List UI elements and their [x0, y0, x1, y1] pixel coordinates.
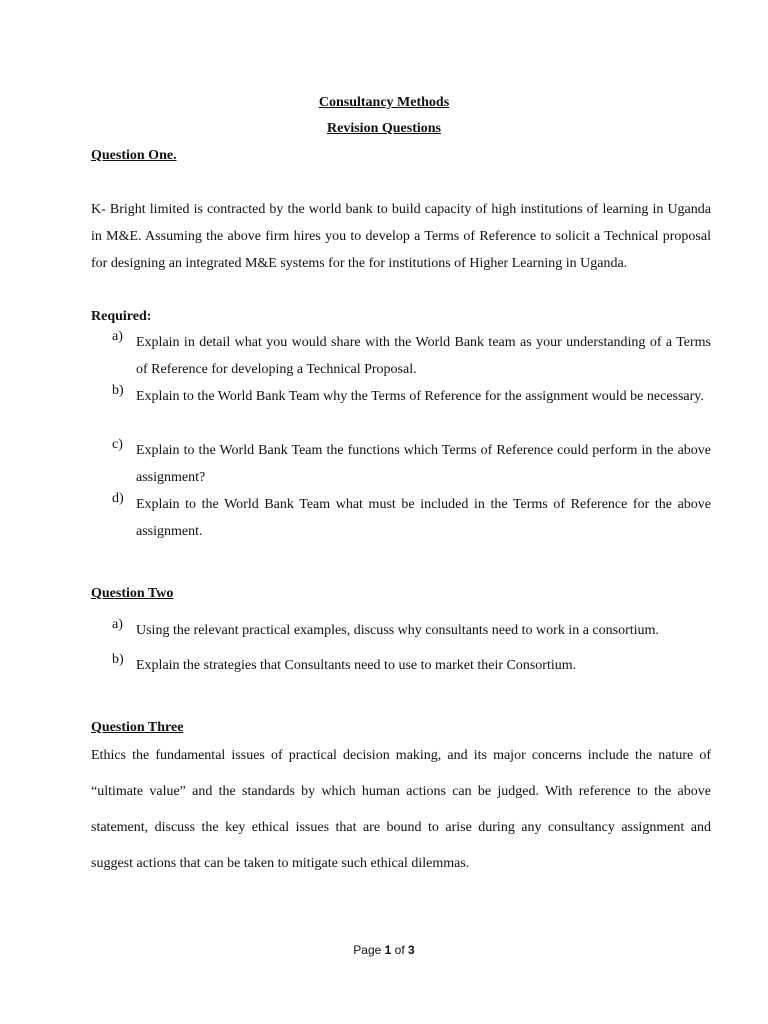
question-three-body: Ethics the fundamental issues of practical decision making, and its major concerns include the nature of “ultimate value” and the standards by which human actions can be judged. With reference to the above statement, discuss the key ethical issues that are bound to arise during any consultancy assignment and suggest actions that can be taken to mitigate such ethical dilemmas. — [91, 748, 711, 871]
list-marker: d) — [112, 491, 124, 506]
list-item-text: Explain the strategies that Consultants need to use to market their Consortium. — [136, 658, 577, 673]
list-item-text: Explain to the World Bank Team what must be included in the Terms of Reference for the above assignment. — [136, 497, 711, 539]
list-item-text: Explain in detail what you would share with the World Bank team as your understanding of a Terms of Reference for developing a Technical Proposal. — [136, 335, 711, 377]
question-one-intro: K- Bright limited is contracted by the world bank to build capacity of high institutions of learning in Uganda in M&E. Assuming the above firm hires you to develop a Terms of Reference to solicit a Technical proposal for designing an integrated M&E systems for the for institutions of Higher Learning in Uganda. — [91, 202, 711, 271]
list-marker: b) — [112, 652, 124, 667]
list-item-text: Explain to the World Bank Team why the Terms of Reference for the assignment would be necessary. — [136, 389, 704, 404]
question-one-heading: Question One. — [91, 148, 177, 163]
list-item-text: Using the relevant practical examples, discuss why consultants need to work in a consortium. — [136, 623, 659, 638]
list-item-text: Explain to the World Bank Team the functions which Terms of Reference could perform in the above assignment? — [136, 443, 711, 485]
page-word: Page — [353, 943, 382, 957]
list-marker: a) — [112, 617, 123, 632]
document-title: Consultancy Methods — [318, 95, 450, 110]
page-current: 1 — [384, 943, 392, 957]
question-two-heading: Question Two — [91, 586, 174, 601]
list-marker: a) — [112, 329, 123, 344]
list-marker: b) — [112, 383, 124, 398]
page-total: 3 — [408, 943, 415, 957]
of-word: of — [394, 943, 405, 957]
page-footer — [0, 943, 768, 957]
question-three-heading: Question Three — [91, 720, 184, 735]
list-marker: c) — [112, 437, 123, 452]
required-label: Required: — [91, 309, 152, 324]
document-subtitle: Revision Questions — [327, 121, 441, 136]
